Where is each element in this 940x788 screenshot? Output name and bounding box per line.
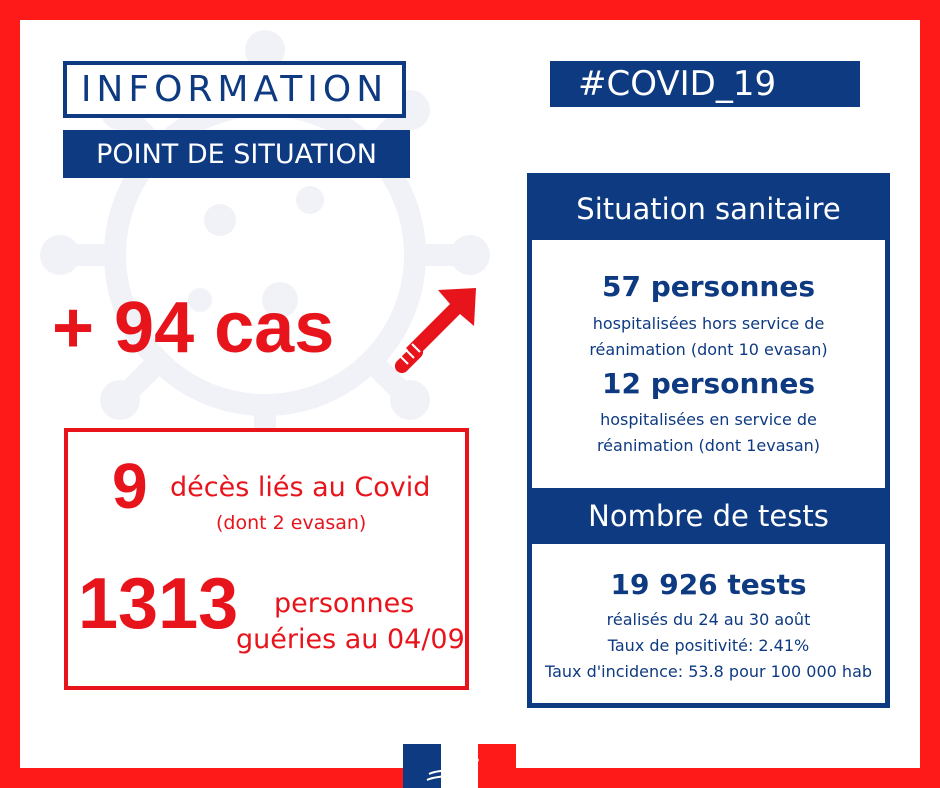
deaths-sub: (dont 2 evasan) bbox=[216, 512, 367, 534]
sanitary-header bbox=[532, 178, 885, 240]
deaths-healed-box bbox=[64, 428, 469, 690]
sanitary-panel bbox=[527, 173, 890, 708]
sanitary-title: Situation sanitaire bbox=[576, 192, 841, 226]
deaths-label: décès liés au Covid bbox=[170, 472, 431, 503]
tests-incidence: Taux d'incidence: 53.8 pour 100 000 hab bbox=[544, 662, 873, 681]
tests-header bbox=[532, 488, 885, 544]
information-box bbox=[63, 61, 406, 118]
cases-headline: + 94 cas bbox=[52, 288, 335, 368]
point-de-situation-box bbox=[63, 130, 410, 178]
point-de-situation-label: POINT DE SITUATION bbox=[96, 138, 377, 170]
tests-period: réalisés du 24 au 30 août bbox=[606, 610, 811, 629]
covid-hashtag-box bbox=[550, 61, 860, 107]
deaths-number: 9 bbox=[112, 450, 148, 522]
arrow-up-right-icon bbox=[390, 286, 478, 374]
tests-count: 19 926 tests bbox=[610, 568, 807, 601]
marianne-profile-icon bbox=[403, 744, 516, 788]
hospitalized-line1: hospitalisées hors service de bbox=[592, 314, 825, 333]
icu-line1: hospitalisées en service de bbox=[600, 410, 817, 429]
healed-label-line1: personnes bbox=[274, 588, 415, 619]
information-label: INFORMATION bbox=[80, 69, 389, 110]
covid-hashtag: #COVID_19 bbox=[578, 64, 777, 104]
hospitalized-count: 57 personnes bbox=[602, 270, 815, 303]
tests-title: Nombre de tests bbox=[588, 499, 829, 533]
icu-line2: réanimation (dont 1evasan) bbox=[596, 436, 821, 455]
tests-positivity: Taux de positivité: 2.41% bbox=[607, 636, 810, 655]
icu-count: 12 personnes bbox=[602, 367, 815, 400]
healed-number: 1313 bbox=[78, 564, 239, 644]
healed-label-line2: guéries au 04/09 bbox=[236, 624, 465, 655]
hospitalized-line2: réanimation (dont 10 evasan) bbox=[589, 340, 828, 359]
